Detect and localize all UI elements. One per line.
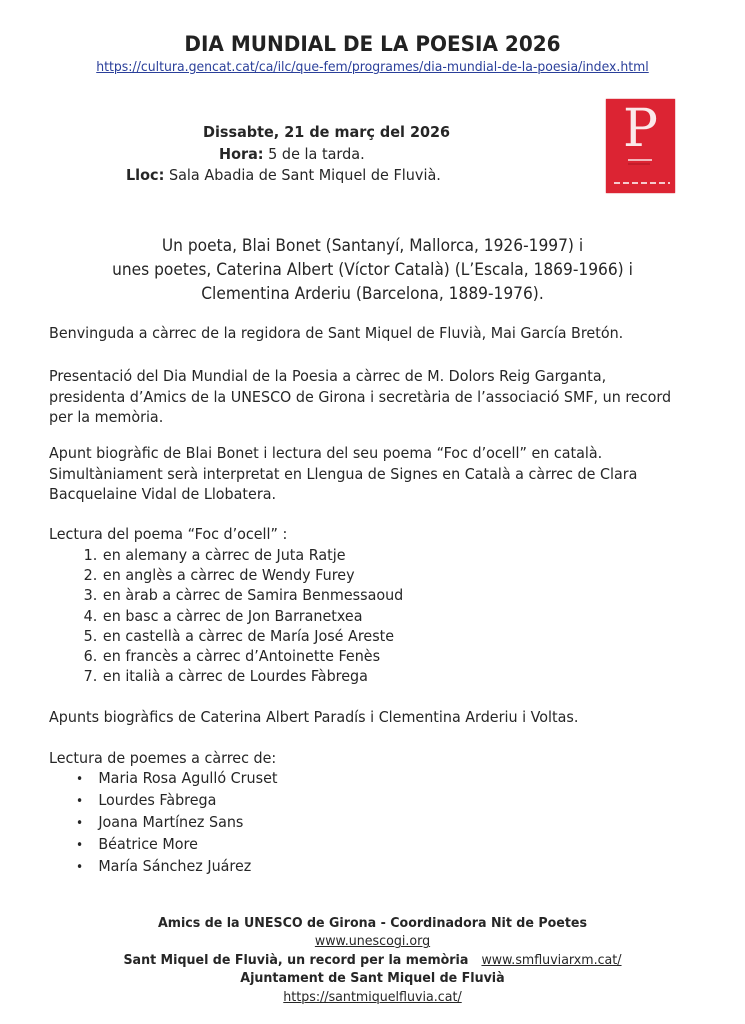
event-time bbox=[219, 145, 365, 163]
list-item bbox=[75, 565, 403, 585]
time-label: Hora: bbox=[219, 145, 264, 163]
list-item-text: María Sánchez Juárez bbox=[98, 857, 252, 875]
time-value: 5 de la tarda. bbox=[268, 145, 365, 163]
list-item-text: en alemany a càrrec de Juta Ratje bbox=[102, 546, 346, 564]
list-item-text: en italià a càrrec de Lourdes Fàbrega bbox=[102, 667, 368, 686]
featured-poets bbox=[26, 234, 719, 306]
list-item bbox=[75, 545, 403, 565]
ajuntament-link[interactable]: https://santmiquelfluvia.cat/ bbox=[283, 988, 462, 1005]
list-item bbox=[76, 856, 278, 878]
list-item-text: en francès a càrrec d’Antoinette Fenès bbox=[102, 647, 381, 666]
footer-org-smf: Sant Miquel de Fluvià, un record per la memòria www.smfluviarxm.cat/ bbox=[123, 951, 622, 968]
list-item bbox=[75, 585, 403, 605]
unesco-link[interactable]: www.unescogi.org bbox=[314, 933, 431, 950]
list-item-text: Béatrice More bbox=[98, 835, 198, 853]
list-item bbox=[76, 812, 278, 834]
list-item bbox=[75, 646, 403, 666]
footer-org-ajuntament: Ajuntament de Sant Miquel de Fluvià bbox=[240, 970, 505, 987]
list-item-text: en castellà a càrrec de María José Areste bbox=[102, 626, 395, 645]
list-item-text: en anglès a càrrec de Wendy Furey bbox=[102, 566, 355, 585]
logo-caption-line bbox=[628, 159, 652, 161]
list-number: 7. bbox=[83, 667, 98, 686]
logo-letter: P bbox=[623, 99, 658, 159]
logo-caption-line-shadow bbox=[628, 163, 650, 165]
presentation-paragraph: Presentació del Dia Mundial de la Poesia a càrrec de M. Dolors Reig Garganta, presidenta d’Amics de la UNESCO de Girona i secretària de l’associació SMF, un record per la memòria. bbox=[49, 367, 672, 426]
bullet-icon: • bbox=[76, 816, 84, 831]
source-link-row bbox=[26, 60, 719, 75]
list-item bbox=[76, 834, 278, 856]
readings-list bbox=[75, 545, 403, 686]
list-number: 6. bbox=[83, 647, 98, 666]
page-title: DIA MUNDIAL DE LA POESIA 2026 bbox=[184, 32, 561, 57]
poems-heading: Lectura de poemes a càrrec de: bbox=[49, 749, 277, 767]
list-number: 1. bbox=[83, 546, 98, 564]
reading-heading: Lectura del poema “Foc d’ocell” : bbox=[49, 525, 288, 543]
smf-link[interactable]: www.smfluviarxm.cat/ bbox=[481, 951, 622, 968]
list-item bbox=[75, 606, 403, 626]
others-bio-paragraph: Apunts biogràfics de Caterina Albert Paradís i Clementina Arderiu i Voltas. bbox=[49, 708, 579, 726]
welcome-paragraph: Benvinguda a càrrec de la regidora de Sant Miquel de Fluvià, Mai García Bretón. bbox=[49, 324, 624, 342]
bonet-bio-paragraph: Apunt biogràfic de Blai Bonet i lectura del seu poema “Foc d’ocell” en català. Simultàniament serà interpretat en Llengua de Signes en Català a càrrec de Clara Bacquelaine Vidal de Llobatera. bbox=[49, 444, 638, 503]
bullet-icon: • bbox=[76, 772, 84, 787]
bullet-icon: • bbox=[76, 860, 84, 875]
list-number: 3. bbox=[83, 586, 98, 605]
poets-line: unes poetes, Caterina Albert (Víctor Català) (L’Escala, 1869-1966) i bbox=[112, 260, 633, 279]
list-item bbox=[76, 790, 278, 812]
event-place bbox=[126, 166, 441, 184]
footer bbox=[26, 914, 719, 1006]
poets-line: Clementina Arderiu (Barcelona, 1889-1976). bbox=[201, 284, 544, 303]
source-link[interactable]: https://cultura.gencat.cat/ca/ilc/que-fem/programes/dia-mundial-de-la-poesia/index.html bbox=[96, 60, 649, 75]
list-number: 4. bbox=[83, 606, 98, 625]
list-item-text: en àrab a càrrec de Samira Benmessaoud bbox=[102, 586, 404, 605]
list-item-text: Joana Martínez Sans bbox=[98, 813, 244, 831]
list-item-text: en basc a càrrec de Jon Barranetxea bbox=[102, 606, 363, 625]
poetry-day-logo bbox=[606, 99, 675, 193]
event-date: Dissabte, 21 de març del 2026 bbox=[203, 123, 451, 141]
list-number: 5. bbox=[83, 626, 98, 645]
list-item bbox=[76, 768, 278, 790]
poem-readers-list bbox=[76, 768, 278, 878]
list-item-text: Lourdes Fàbrega bbox=[98, 791, 217, 809]
place-value: Sala Abadia de Sant Miquel de Fluvià. bbox=[168, 166, 441, 184]
list-number: 2. bbox=[83, 566, 98, 585]
logo-footer-logos bbox=[614, 182, 670, 184]
footer-org-unesco: Amics de la UNESCO de Girona - Coordinadora Nit de Poetes bbox=[157, 915, 587, 931]
list-item-text: Maria Rosa Agulló Cruset bbox=[98, 769, 278, 787]
list-item bbox=[75, 626, 403, 646]
bullet-icon: • bbox=[76, 838, 84, 853]
bullet-icon: • bbox=[76, 794, 84, 809]
list-item bbox=[75, 666, 403, 686]
poets-line: Un poeta, Blai Bonet (Santanyí, Mallorca, 1926-1997) i bbox=[161, 236, 584, 255]
place-label: Lloc: bbox=[126, 166, 165, 184]
